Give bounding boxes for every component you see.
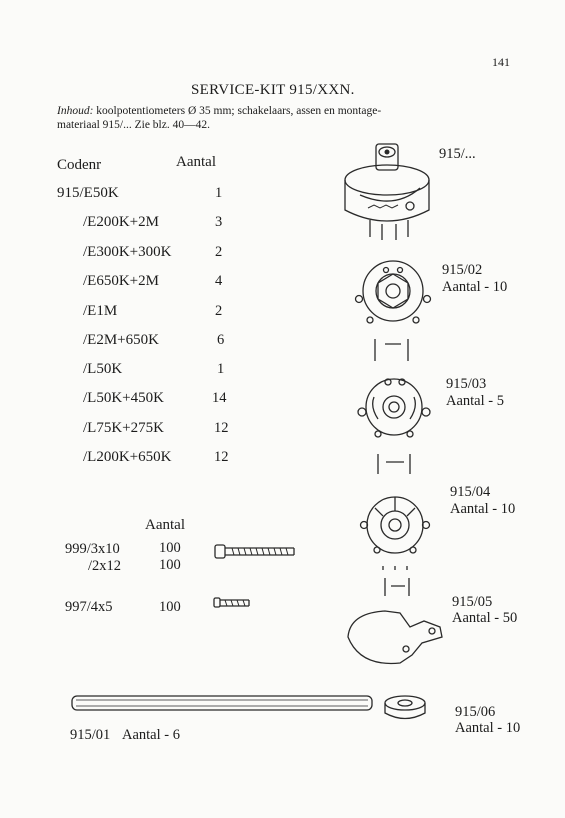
part-code: 915/... [439, 146, 476, 162]
screw-row-qty: 100 [159, 557, 181, 573]
table-row-code: /L200K+650K [83, 449, 172, 465]
page-title: SERVICE-KIT 915/XXN. [191, 82, 355, 98]
screw-row-code: 997/4x5 [65, 599, 113, 615]
switch-02-drawing [350, 256, 440, 371]
page-number: 141 [492, 55, 510, 69]
table-row-qty: 2 [215, 303, 223, 319]
part-code: 915/05 [452, 594, 493, 610]
part-code: 915/04 [450, 484, 491, 500]
part-code: 915/02 [442, 262, 483, 278]
part-qty: Aantal - 50 [452, 610, 518, 626]
shaft-code: 915/01 [70, 727, 111, 743]
part-qty: Aantal - 10 [455, 720, 521, 736]
table-row-code: /L50K+450K [83, 390, 164, 406]
shaft-01-drawing [68, 692, 378, 716]
intro-text-1: koolpotentiometers Ø 35 mm; schakelaars, assen en montage- [96, 105, 382, 117]
table-row-qty: 4 [215, 273, 223, 289]
switch-04-drawing [355, 490, 445, 600]
bracket-05-drawing [340, 605, 450, 670]
table-row-code: /L50K [83, 361, 123, 377]
shaft-qty: Aantal - 6 [122, 727, 180, 743]
col-header-qty: Aantal [176, 154, 216, 170]
screws-header-qty: Aantal [145, 517, 185, 533]
table-row-qty: 1 [217, 361, 225, 377]
table-row-code: 915/E50K [57, 185, 119, 201]
screw-row-code: 999/3x10 [65, 541, 120, 557]
part-qty: Aantal - 5 [446, 393, 504, 409]
table-row-qty: 6 [217, 332, 225, 348]
screw-4x5-drawing [213, 597, 253, 609]
table-row-qty: 1 [215, 185, 223, 201]
screw-row-qty: 100 [159, 599, 181, 615]
part-code: 915/06 [455, 704, 496, 720]
table-row-qty: 12 [214, 420, 229, 436]
col-header-code: Codenr [57, 157, 102, 173]
table-row-code: /E300K+300K [83, 244, 172, 260]
table-row-qty: 14 [212, 390, 227, 406]
table-row-code: /L75K+275K [83, 420, 164, 436]
screw-row-code: /2x12 [88, 558, 122, 574]
part-qty: Aantal - 10 [450, 501, 516, 517]
intro-label: Inhoud: [57, 105, 94, 117]
potentiometer-drawing [340, 140, 435, 245]
switch-03-drawing [352, 372, 442, 482]
table-row-qty: 12 [214, 449, 229, 465]
screw-row-qty: 100 [159, 540, 181, 556]
table-row-code: /E2M+650K [83, 332, 159, 348]
table-row-code: /E650K+2M [83, 273, 159, 289]
intro-line-1 [57, 104, 381, 118]
table-row-qty: 3 [215, 214, 223, 230]
table-row-code: /E200K+2M [83, 214, 159, 230]
table-row-code: /E1M [83, 303, 118, 319]
ring-06-drawing [380, 694, 430, 724]
screw-3x10-drawing [212, 544, 298, 560]
intro-text-2: materiaal 915/... Zie blz. 40—42. [57, 119, 210, 131]
part-qty: Aantal - 10 [442, 279, 508, 295]
part-code: 915/03 [446, 376, 487, 392]
table-row-qty: 2 [215, 244, 223, 260]
